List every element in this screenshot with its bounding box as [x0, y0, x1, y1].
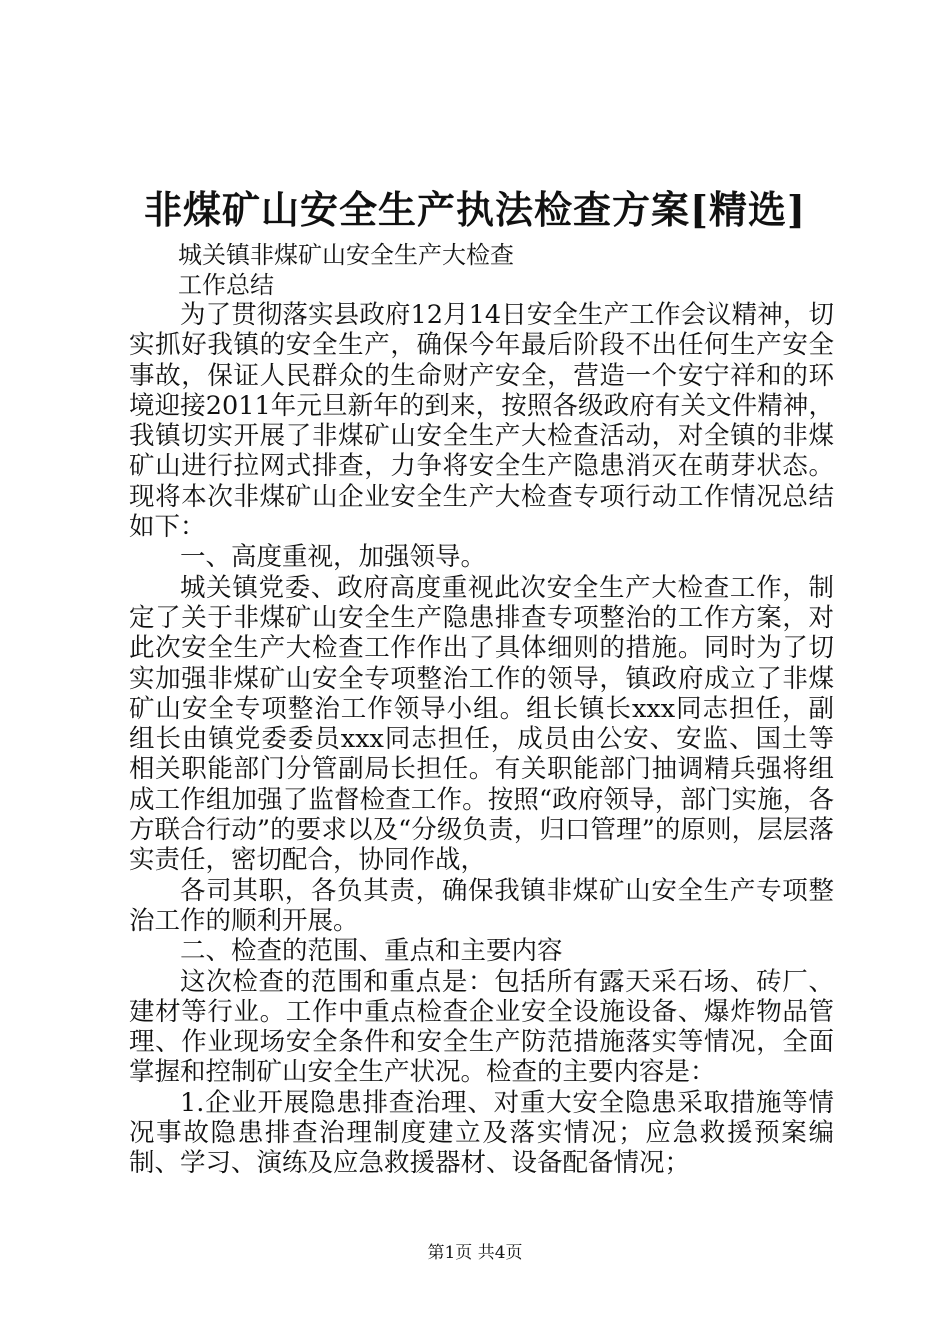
paragraph-leadership: 城关镇党委、政府高度重视此次安全生产大检查工作，制定了关于非煤矿山安全生产隐患排查专项整治的工作方案，对此次安全生产大检查工作作出了具体细则的措施。同时为了切实加强非煤矿山安全专项整治工作的领导，镇政府成立了非煤矿山安全专项整治工作领导小组。组长镇长xxx同志担任，副组长由镇党委委员xxx同志担任，成员由公安、安监、国土等相关职能部门分管副局长担任。有关职能部门抽调精兵强将组成工作组加强了监督检查工作。按照“政府领导，部门实施，各方联合行动”的要求以及“分级负责，归口管理”的原则，层层落实责任，密切配合，协同作战， — [129, 572, 834, 876]
paragraph-item-1: 1.企业开展隐患排查治理、对重大安全隐患采取措施等情况事故隐患排查治理制度建立及落实情况；应急救援预案编制、学习、演练及应急救援器材、设备配备情况； — [129, 1087, 834, 1179]
subtitle-line-1: 城关镇非煤矿山安全生产大检查 — [178, 241, 514, 269]
section-heading-1: 一、高度重视，加强领导。 — [180, 542, 487, 573]
paragraph-intro: 为了贯彻落实县政府12月14日安全生产工作会议精神，切实抓好我镇的安全生产，确保今年最后阶段不出任何生产安全事故，保证人民群众的生命财产安全，营造一个安宁祥和的环境迎接2011年元旦新年的到来，按照各级政府有关文件精神，我镇切实开展了非煤矿山安全生产大检查活动，对全镇的非煤矿山进行拉网式排查，力争将安全生产隐患消灭在萌芽状态。现将本次非煤矿山企业安全生产大检查专项行动工作情况总结如下： — [129, 300, 834, 543]
paragraph-responsibility: 各司其职，各负其责，确保我镇非煤矿山安全生产专项整治工作的顺利开展。 — [129, 875, 834, 936]
page-footer: 第1页 共4页 — [427, 1243, 523, 1263]
paragraph-scope: 这次检查的范围和重点是：包括所有露天采石场、砖厂、建材等行业。工作中重点检查企业安全设施设备、爆炸物品管理、作业现场安全条件和安全生产防范措施落实等情况，全面掌握和控制矿山安全生产状况。检查的主要内容是： — [129, 966, 834, 1088]
document-title: 非煤矿山安全生产执法检查方案[精选] — [144, 187, 806, 232]
document-body — [129, 240, 834, 1179]
section-heading-2: 二、检查的范围、重点和主要内容 — [180, 936, 563, 967]
subtitle-line-2: 工作总结 — [178, 271, 274, 299]
